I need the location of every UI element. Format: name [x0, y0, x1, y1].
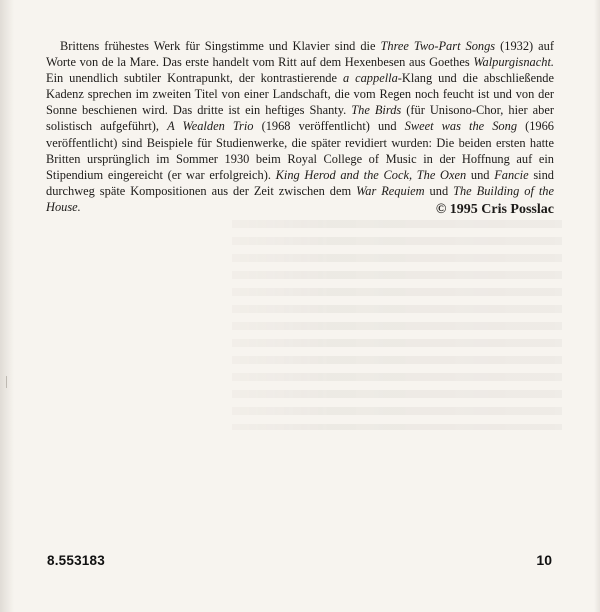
text-run: (1966 veröffentlicht) sind Beispiele für Studienwerke, die später revidiert wurden: Die beiden ersten hatte Britten ursprünglich im Sommer 1930 beim Royal College of Music in der Hoffnung auf ein Stipendium eingereicht (er war erfolgreich). — [46, 119, 555, 182]
text-run: sind durchweg späte Kompositionen aus der Zeit zwischen dem — [46, 167, 554, 198]
italic-title-run: a cappella — [342, 71, 398, 86]
italic-title-run: Walpurgisnacht. — [473, 55, 554, 70]
page-number: 10 — [536, 552, 552, 568]
text-run: -Klang und die abschließende Kadenz sprechen im zweiten Titel von einer Landschaft, die vom Regen noch feucht ist und von der Sonne beschienen wird. Das dritte ist ein heftiges Shanty. — [46, 71, 554, 118]
text-run: (1932) auf Worte von de la Mare. Das erste handelt vom Ritt auf dem Hexenbesen aus Goethes — [46, 39, 555, 70]
margin-mark — [6, 376, 9, 388]
italic-title-run: Fancie — [494, 167, 529, 182]
catalog-number: 8.553183 — [47, 553, 105, 568]
copyright-signature: © 1995 Cris Posslac — [435, 202, 554, 217]
italic-title-run: Three Two-Part Songs — [380, 39, 496, 53]
italic-title-run: A Wealden Trio — [167, 119, 254, 134]
body-paragraph — [46, 38, 554, 215]
text-run: (1968 veröffentlicht) und — [253, 119, 405, 134]
show-through-text — [232, 220, 562, 430]
text-run: Brittens frühestes Werk für Singstimme und Klavier sind die — [60, 39, 381, 53]
italic-title-run: Sweet was the Song — [404, 119, 518, 134]
spine-shadow — [0, 0, 14, 612]
text-run: Ein unendlich subtiler Kontrapunkt, der kontrastierende — [46, 71, 343, 86]
italic-title-run: King Herod and the Cock, The Oxen — [275, 167, 467, 182]
text-run: und — [424, 183, 454, 198]
text-run: und — [466, 167, 495, 182]
italic-title-run: War Requiem — [356, 183, 425, 198]
page-edge-shadow — [594, 0, 600, 612]
italic-title-run: The Building of the House. — [46, 183, 554, 214]
text-run: (für Unisono-Chor, hier aber solistisch aufgeführt), — [46, 103, 554, 134]
italic-title-run: The Birds — [351, 103, 402, 118]
